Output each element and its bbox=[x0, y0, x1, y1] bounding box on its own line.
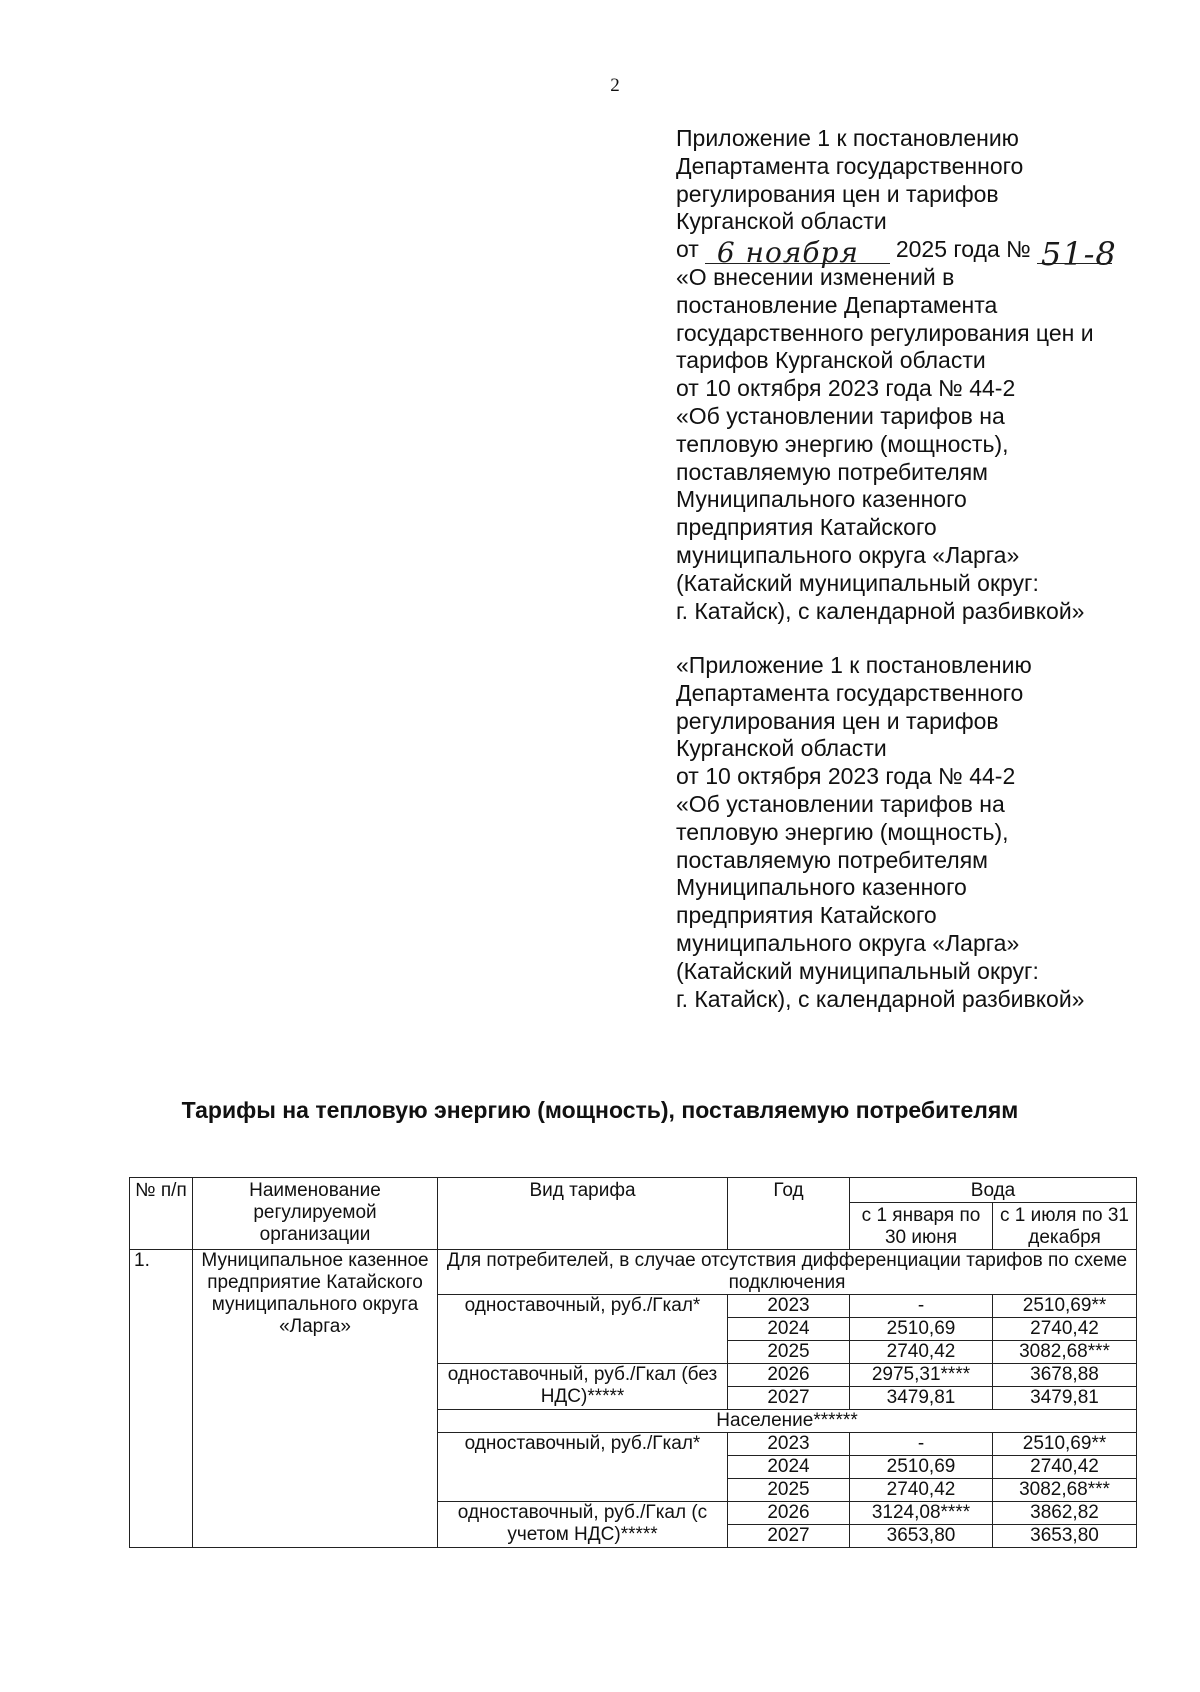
value-h2: 3082,68*** bbox=[993, 1479, 1137, 1502]
year-cell: 2026 bbox=[728, 1364, 850, 1387]
tariff-table bbox=[129, 1177, 1137, 1548]
annex-line: (Катайский муниципальный округ: bbox=[676, 569, 1039, 596]
header-period-1: с 1 января по 30 июня bbox=[850, 1203, 993, 1250]
annex-line: поставляемую потребителям bbox=[676, 846, 988, 873]
section-row bbox=[130, 1250, 1137, 1295]
annex-line: предприятия Катайского bbox=[676, 902, 937, 929]
year-cell: 2026 bbox=[728, 1502, 850, 1525]
annex-line: от 10 октября 2023 года № 44-2 bbox=[676, 375, 1016, 402]
tariff-type: одноставочный, руб./Гкал (без НДС)***** bbox=[438, 1364, 728, 1410]
row-number: 1. bbox=[130, 1250, 193, 1548]
annex-line: Муниципального казенного bbox=[676, 874, 967, 901]
value-h1: - bbox=[850, 1295, 993, 1318]
annex-original bbox=[676, 652, 1176, 1013]
year-cell: 2023 bbox=[728, 1433, 850, 1456]
annex-line: регулирования цен и тарифов bbox=[676, 707, 999, 734]
value-h1: - bbox=[850, 1433, 993, 1456]
value-h2: 3678,88 bbox=[993, 1364, 1137, 1387]
annex-line: Муниципального казенного bbox=[676, 486, 967, 513]
annex-line: предприятия Катайского bbox=[676, 514, 937, 541]
value-h2: 3653,80 bbox=[993, 1525, 1137, 1548]
value-h1: 3124,08**** bbox=[850, 1502, 993, 1525]
section-title: Население****** bbox=[438, 1410, 1137, 1433]
date-prefix: от bbox=[676, 236, 699, 263]
annex-header bbox=[676, 125, 1176, 625]
annex-line: от 10 октября 2023 года № 44-2 bbox=[676, 763, 1016, 790]
year-cell: 2027 bbox=[728, 1387, 850, 1410]
value-h2: 2740,42 bbox=[993, 1456, 1137, 1479]
tariff-type: одноставочный, руб./Гкал (с учетом НДС)***** bbox=[438, 1502, 728, 1548]
header-period-2: с 1 июля по 31 декабря bbox=[993, 1203, 1137, 1250]
annex-line: «Об установлении тарифов на bbox=[676, 402, 1005, 429]
date-field bbox=[705, 236, 890, 270]
annex-line: «Приложение 1 к постановлению bbox=[676, 652, 1032, 678]
annex-line: муниципального округа «Ларга» bbox=[676, 929, 1020, 956]
value-h2: 3862,82 bbox=[993, 1502, 1137, 1525]
value-h2: 3479,81 bbox=[993, 1387, 1137, 1410]
page-number: 2 bbox=[610, 75, 620, 96]
annex-line: «Об установлении тарифов на bbox=[676, 790, 1005, 817]
annex-line: г. Катайск), с календарной разбивкой» bbox=[676, 597, 1085, 624]
annex-line: Департамента государственного bbox=[676, 679, 1024, 706]
annex-line: регулирования цен и тарифов bbox=[676, 180, 999, 207]
value-h1: 3479,81 bbox=[850, 1387, 993, 1410]
value-h2: 2740,42 bbox=[993, 1318, 1137, 1341]
annex-line: Курганской области bbox=[676, 208, 887, 235]
value-h1: 2740,42 bbox=[850, 1341, 993, 1364]
org-name: Муниципальное казенное предприятие Катайского муниципального округа «Ларга» bbox=[193, 1250, 438, 1548]
value-h2: 3082,68*** bbox=[993, 1341, 1137, 1364]
annex-line: постановление Департамента bbox=[676, 291, 998, 318]
section-title: Для потребителей, в случае отсутствия дифференциации тарифов по схеме подключения bbox=[438, 1250, 1137, 1295]
handwritten-number: 51-8 bbox=[1040, 235, 1117, 274]
value-h1: 2510,69 bbox=[850, 1318, 993, 1341]
value-h1: 3653,80 bbox=[850, 1525, 993, 1548]
year-cell: 2025 bbox=[728, 1479, 850, 1502]
value-h2: 2510,69** bbox=[993, 1295, 1137, 1318]
year-cell: 2024 bbox=[728, 1318, 850, 1341]
annex-line: муниципального округа «Ларга» bbox=[676, 541, 1020, 568]
annex-line: поставляемую потребителям bbox=[676, 458, 988, 485]
header-tariff-type: Вид тарифа bbox=[438, 1178, 728, 1250]
value-h2: 2510,69** bbox=[993, 1433, 1137, 1456]
header-num: № п/п bbox=[130, 1178, 193, 1250]
annex-line: «О внесении изменений в bbox=[676, 263, 955, 290]
tariff-type: одноставочный, руб./Гкал* bbox=[438, 1295, 728, 1364]
year-cell: 2027 bbox=[728, 1525, 850, 1548]
header-water: Вода bbox=[850, 1178, 1137, 1203]
table-title: Тарифы на тепловую энергию (мощность), поставляемую потребителям bbox=[181, 1097, 1019, 1123]
header-year: Год bbox=[728, 1178, 850, 1250]
value-h1: 2975,31**** bbox=[850, 1364, 993, 1387]
header-row bbox=[130, 1178, 1137, 1203]
year-cell: 2023 bbox=[728, 1295, 850, 1318]
value-h1: 2510,69 bbox=[850, 1456, 993, 1479]
year-cell: 2025 bbox=[728, 1341, 850, 1364]
year-text: 2025 года № bbox=[895, 236, 1031, 263]
annex-line: государственного регулирования цен и bbox=[676, 319, 1094, 346]
tariff-type: одноставочный, руб./Гкал* bbox=[438, 1433, 728, 1502]
annex-line: г. Катайск), с календарной разбивкой» bbox=[676, 985, 1085, 1012]
annex-line: тепловую энергию (мощность), bbox=[676, 430, 1009, 457]
header-org: Наименование регулируемой организации bbox=[193, 1178, 438, 1250]
year-cell: 2024 bbox=[728, 1456, 850, 1479]
annex-line: Курганской области bbox=[676, 735, 887, 762]
annex-line: (Катайский муниципальный округ: bbox=[676, 957, 1039, 984]
annex-date-line bbox=[676, 235, 1176, 274]
annex-line: тарифов Курганской области bbox=[676, 347, 986, 374]
handwritten-date: 6 ноября bbox=[716, 236, 859, 270]
annex-line: Приложение 1 к постановлению bbox=[676, 125, 1019, 151]
annex-line: Департамента государственного bbox=[676, 152, 1024, 179]
annex-line: тепловую энергию (мощность), bbox=[676, 818, 1009, 845]
number-field bbox=[1037, 235, 1117, 274]
value-h1: 2740,42 bbox=[850, 1479, 993, 1502]
